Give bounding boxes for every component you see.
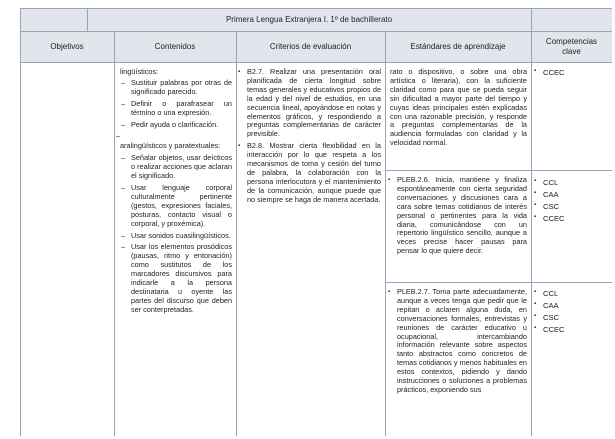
rule-col-1b: [114, 31, 115, 436]
criterio-b2-7: ▪ B2.7. Realizar una presentación oral planificada de cierta longitud sobre temas generales y educativos propios de la edad y del nivel de estudios, en una secuencia lineal, apoyándose en notas y elementos gráficos, y respondiendo a preguntas complementarias de carácter previsible.: [238, 68, 381, 139]
list-item: – Definir o parafrasear un término o una expresión.: [120, 100, 232, 118]
competencia: ▪ CCL: [534, 289, 608, 298]
header-competencias: Competencias clave: [545, 36, 598, 56]
estandar-text: ▪ PLEB.2.6. Inicia, mantiene y finaliza espontáneamente con cierta seguridad conversaciones y discusiones cara a cara sobre temas cotidianos de interés personal o pertinentes para la vida diaria, comunicándose con un repertorio lingüístico sencillo, aunque a veces precise hacer pausas para pensar lo que quiere decir.: [388, 176, 527, 256]
contenidos-list-1: [120, 79, 232, 130]
competencia: ▪ CAA: [534, 190, 608, 199]
rule-col-0: [20, 8, 21, 436]
rule-header-bottom: [20, 62, 612, 63]
competencia: ▪ CCEC: [534, 68, 608, 77]
estandar-text: ▪ PLEB.2.7. Toma parte adecuadamente, aunque a veces tenga que pedir que le repitan o aclaren alguna duda, en conversaciones formales, entrevistas y reuniones de carácter educativo u ocupacional, intercambiando información relevante sobre aspectos tanto abstractos como concretos de temas cotidianos y menos habituales en estos contextos, pidiendo y dando instrucciones o soluciones a problemas prácticos, exponiendo sus: [388, 288, 527, 395]
table-title: Primera Lengua Extranjera I. 1º de bachillerato: [225, 14, 393, 24]
rule-col-2: [236, 31, 237, 436]
competencias-row-1: [534, 68, 608, 80]
rule-col-4: [531, 8, 532, 436]
list-item: – Señalar objetos, usar deícticos o realizar acciones que aclaran el significado.: [120, 154, 232, 181]
competencia: ▪ CCEC: [534, 325, 608, 334]
rule-row2-est: [385, 170, 612, 171]
estandar-pleb-2-7: [388, 288, 527, 434]
estandar-pleb-2-6: [388, 176, 527, 259]
competencia: ▪ CAA: [534, 301, 608, 310]
contenidos-cell: [116, 67, 232, 318]
list-item: – Usar los elementos prosódicos (pausas, ritmo y entonación) como sustitutos de los marcadores discursivos para indicarle a la persona destinataria u oyente las partes del discurso que deben ser conterpretadas.: [120, 243, 232, 314]
rule-col-3: [385, 31, 386, 436]
estandar-cont: rato o dispositivo, o sobre una obra artística o literaria), con la suficiente claridad como para que se pueda seguir sin dificultad a mayor parte del tiempo y cuyas ideas principales estén explicadas con una razonable precisión, y responde a preguntas complementarias de la audiencia formuladas con claridad y la velocidad normal.: [390, 67, 527, 148]
competencias-row-3: [534, 289, 608, 337]
criterios-cell: [238, 68, 381, 208]
rule-row3-est: [385, 282, 612, 283]
criterio-b2-8: ▪ B2.8. Mostrar cierta flexibilidad en la interacción por lo que respeta a los mecanismos de toma y cesión del turno de palabra, la colaboración con la persona interlocutora y el mantenimiento de la comunicación, aunque puede que no siempre se haga de manera acertada.: [238, 142, 381, 204]
header-estandares: Estándares de aprendizaje: [410, 41, 506, 51]
header-criterios: Criterios de evaluación: [269, 41, 352, 51]
list-item: – Pedir ayuda o clarificación.: [120, 121, 232, 130]
dash-marker: –: [116, 131, 121, 141]
competencias-row-2: [534, 178, 608, 226]
list-item: – Sustituir palabras por otras de significado parecido.: [120, 79, 232, 97]
header-contenidos: Contenidos: [154, 41, 196, 51]
header-objetivos: Objetivos: [50, 41, 84, 51]
contenidos-list-2: [120, 154, 232, 314]
list-item: – Usar lenguaje corporal culturalmente pertinente (gestos, expresiones faciales, posturas, contacto visual o corporal, y proxémica).: [120, 184, 232, 229]
contenidos-section-2: aralingüísticos y paratextuales:: [120, 141, 221, 151]
contenidos-section-1: lingüísticos:: [120, 67, 159, 76]
competencia: ▪ CSC: [534, 313, 608, 322]
list-item: – Usar sonidos cuasilingüísticos.: [120, 232, 232, 241]
competencia: ▪ CSC: [534, 202, 608, 211]
competencia: ▪ CCL: [534, 178, 608, 187]
competencia: ▪ CCEC: [534, 214, 608, 223]
